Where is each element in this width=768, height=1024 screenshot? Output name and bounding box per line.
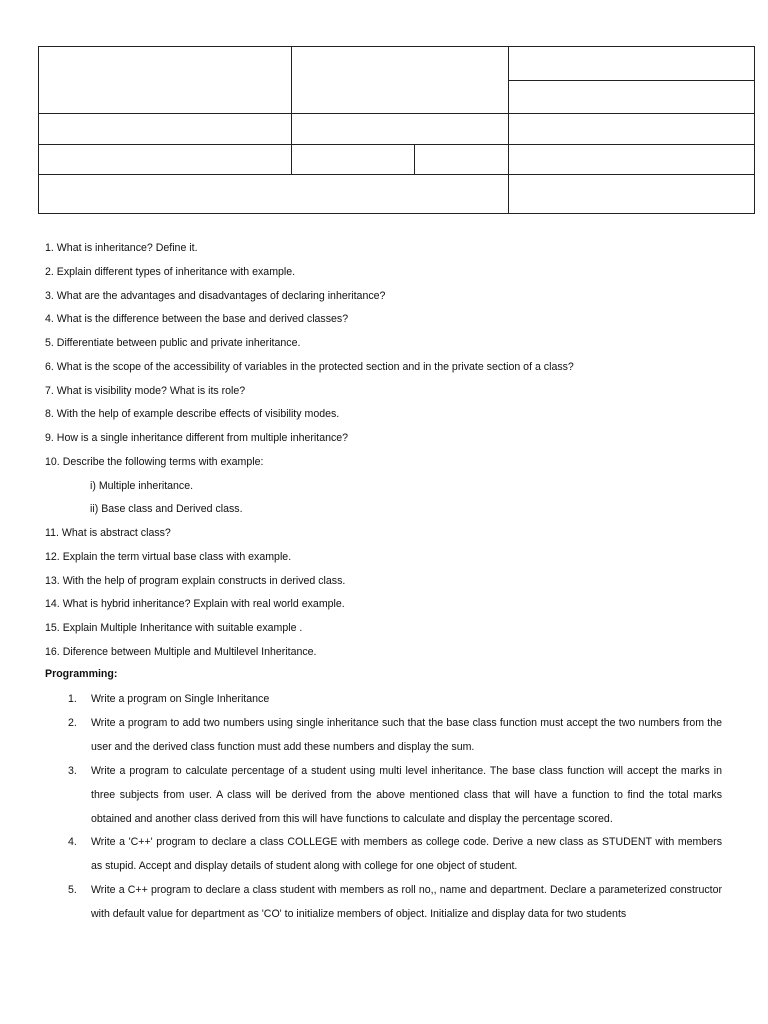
- question-number: 13.: [45, 574, 60, 587]
- question-number: 16.: [45, 645, 60, 658]
- header-cell: [38, 174, 509, 214]
- question-text: What is inheritance? Define it.: [56, 242, 198, 254]
- question-text: What is the difference between the base and derived classes?: [56, 313, 349, 326]
- question-text: What is visibility mode? What is its role?: [56, 384, 246, 397]
- question-item: [45, 642, 735, 666]
- sub-question-text: Multiple inheritance.: [98, 479, 194, 492]
- question-text: Explain the term virtual base class with example.: [62, 550, 292, 563]
- header-cell: [291, 46, 509, 114]
- question-text: Diference between Multiple and Multilevel Inheritance.: [62, 645, 317, 658]
- question-item: [45, 452, 735, 476]
- question-text: Differentiate between public and private inheritance.: [56, 337, 301, 349]
- programming-text: Write a program to add two numbers using single inheritance such that the base class function must accept the two numbers from the user and the derived class function must add these numbers and display the sum.: [91, 716, 722, 753]
- programming-number: 3.: [68, 764, 77, 777]
- header-cell: [414, 144, 509, 175]
- question-text: Explain different types of inheritance with example.: [56, 265, 296, 278]
- header-table: [38, 46, 755, 214]
- programming-item: [0, 688, 768, 712]
- programming-item: [0, 712, 768, 760]
- question-number: 9.: [45, 432, 54, 444]
- question-item: [45, 547, 735, 571]
- header-cell: [38, 46, 292, 114]
- question-item: [45, 523, 735, 547]
- sub-question-number: i): [90, 479, 96, 492]
- question-text: What is abstract class?: [61, 527, 171, 539]
- sub-question-item: [45, 499, 735, 523]
- header-cell: [291, 113, 509, 145]
- question-item: [45, 286, 735, 310]
- programming-number: 2.: [68, 716, 77, 729]
- header-cell: [38, 144, 292, 175]
- question-item: [45, 333, 735, 357]
- programming-number: 5.: [68, 884, 77, 897]
- programming-item: [0, 760, 768, 832]
- sub-question-text: Base class and Derived class.: [101, 503, 243, 516]
- header-cell: [291, 144, 415, 175]
- programming-heading: Programming:: [45, 668, 118, 680]
- programming-text: Write a 'C++' program to declare a class COLLEGE with members as college code. Derive a new class as STUDENT with members as stupid. Accept and display details of student along with college for one object of student.: [91, 836, 722, 873]
- question-text: What are the advantages and disadvantages of declaring inheritance?: [56, 289, 386, 302]
- question-number: 4.: [45, 313, 54, 326]
- header-cell: [508, 113, 755, 145]
- sub-question-number: ii): [90, 503, 99, 516]
- question-text: Explain Multiple Inheritance with suitable example .: [62, 622, 303, 634]
- question-text: What is hybrid inheritance? Explain with real world example.: [62, 598, 345, 611]
- question-number: 12.: [45, 550, 60, 563]
- programming-text: Write a program on Single Inheritance: [91, 693, 270, 705]
- question-number: 14.: [45, 598, 60, 611]
- header-cell: [38, 113, 292, 145]
- question-item: [45, 381, 735, 405]
- question-item: [45, 428, 735, 452]
- programming-number: 1.: [68, 693, 77, 705]
- question-number: 5.: [45, 337, 54, 349]
- question-item: [45, 404, 735, 428]
- question-item: [45, 618, 735, 642]
- question-text: What is the scope of the accessibility of variables in the protected section and in the private section of a class?: [56, 360, 574, 373]
- question-number: 3.: [45, 289, 54, 302]
- header-cell: [508, 46, 755, 81]
- header-cell: [508, 80, 755, 114]
- question-text: With the help of example describe effects of visibility modes.: [56, 408, 340, 421]
- sub-question-item: [45, 476, 735, 500]
- question-text: How is a single inheritance different from multiple inheritance?: [56, 432, 349, 444]
- question-item: [45, 238, 735, 262]
- question-text: Describe the following terms with example:: [62, 455, 264, 468]
- question-item: [45, 262, 735, 286]
- question-number: 6.: [45, 360, 54, 373]
- question-list: [45, 238, 735, 666]
- question-number: 15.: [45, 622, 60, 634]
- question-number: 11.: [45, 527, 59, 539]
- question-number: 7.: [45, 384, 54, 397]
- question-number: 1.: [45, 242, 54, 254]
- question-number: 2.: [45, 265, 54, 278]
- programming-item: [0, 831, 768, 879]
- question-item: [45, 594, 735, 618]
- header-cell: [508, 144, 755, 175]
- programming-text: Write a program to calculate percentage of a student using multi level inheritance. The base class function will accept the marks in three subjects from user. A class will be derived from the above mentioned class that will have a function to find the total marks obtained and another class derived from this will have functions to calculate and display the percentage scored.: [91, 764, 722, 825]
- question-text: With the help of program explain constructs in derived class.: [62, 574, 346, 587]
- programming-number: 4.: [68, 836, 77, 849]
- question-item: [45, 571, 735, 595]
- question-number: 8.: [45, 408, 54, 421]
- programming-text: Write a C++ program to declare a class student with members as roll no,, name and department. Declare a parameterized constructor with default value for department as 'CO' to initialize members of object. Initialize and display data for two students: [91, 884, 722, 921]
- question-number: 10.: [45, 455, 60, 468]
- programming-list: [0, 688, 768, 927]
- header-cell: [508, 174, 755, 214]
- question-item: [45, 357, 735, 381]
- programming-item: [0, 879, 768, 927]
- question-item: [45, 309, 735, 333]
